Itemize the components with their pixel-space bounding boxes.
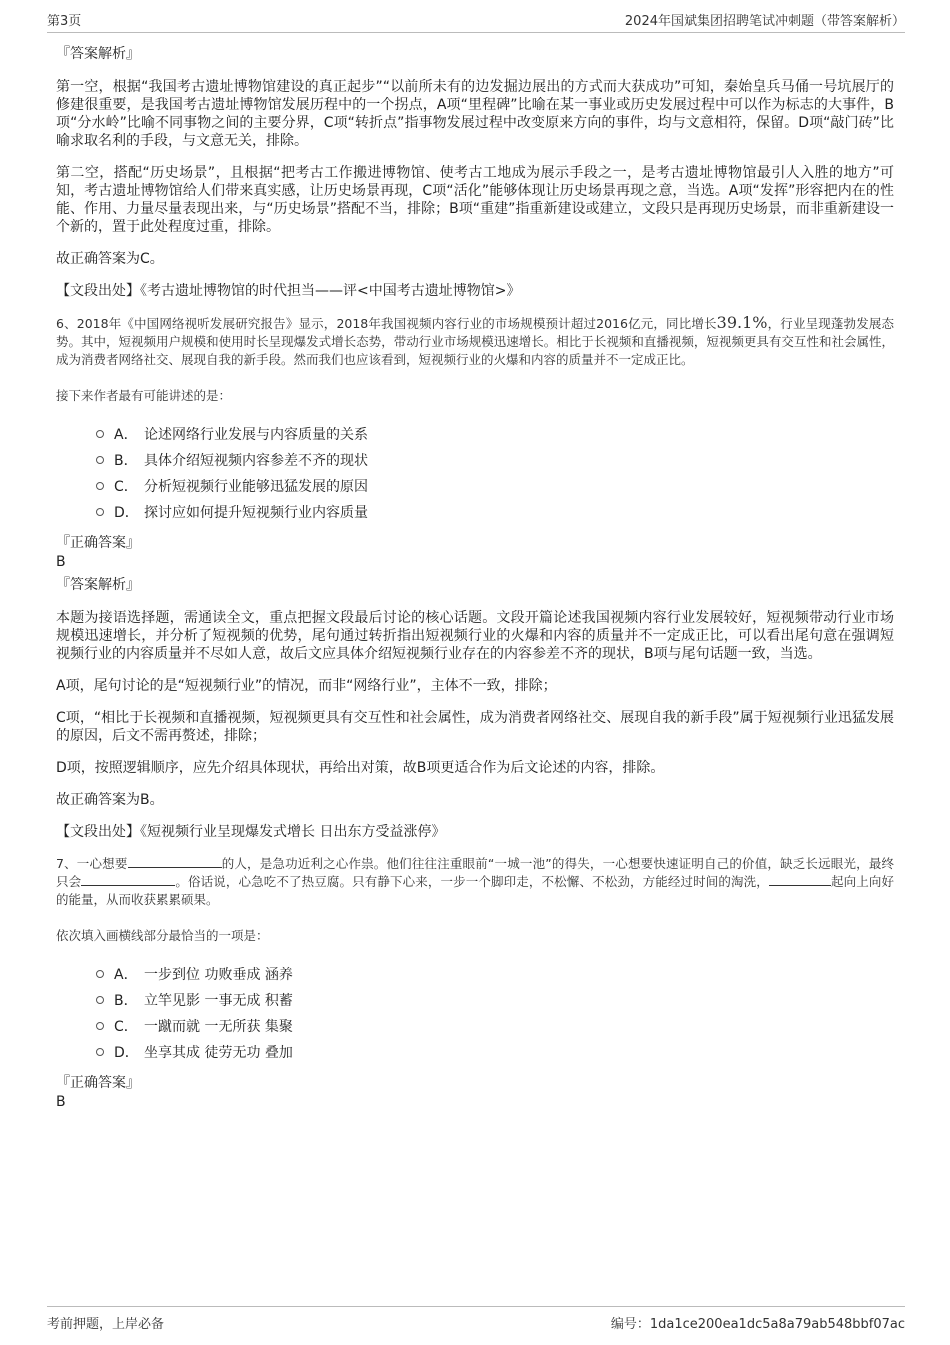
option-list [96, 421, 894, 525]
radio-icon[interactable] [96, 430, 104, 438]
option-b[interactable]: B． 立竿见影 一事无成 积蓄 [96, 987, 894, 1013]
correct-answer: B [56, 1094, 66, 1110]
analysis-paragraph: A项，尾句讨论的是“短视频行业”的情况，而非“网络行业”，主体不一致，排除； [56, 678, 557, 694]
question-text: ，行业呈现蓬勃发展态势。其中，短视频用户规模和使用时长呈现爆发式增长态势，带动行业市场规模迅速增长。相比于长视频和直播视频，短视频更具有交互性和社会属性，成为消费者网络社交、展现自我的新手段。然而我们也应该看到，短视频行业的火爆和内容的质量并不一定成正比。 [56, 316, 894, 367]
analysis-paragraph: 第二空，搭配“历史场景”，且根据“把考古工作搬进博物馆、使考古工地成为展示手段之一，是考古遗址博物馆最引人入胜的地方”可知，考古遗址博物馆给人们带来真实感，让历史场景再现，C项“活化”能够体现让历史场景再现之意，当选。A项“发挥”形容把内在的性能、作用、力量尽量表现出来，与“历史场景”搭配不当，排除；B项“重建”指重新建设或建立，文段只是再现历史场景，而非重新建设一个新的，置于此处程度过重，排除。 [56, 165, 894, 235]
document-title: 2024年国斌集团招聘笔试冲刺题（带答案解析） [624, 14, 905, 29]
document-id: 编号：1da1ce200ea1dc5a8a79ab548bbf07ac [610, 1317, 905, 1332]
growth-percent: 39.1% [716, 313, 768, 332]
option-a[interactable]: A． 论述网络行业发展与内容质量的关系 [96, 421, 894, 447]
source-text: 《考古遗址博物馆的时代担当——评<中国考古遗址博物馆>》 [140, 283, 521, 299]
page-number: 第3页 [47, 14, 82, 29]
source-text: 《短视频行业呈现爆发式增长 日出东方受益涨停》 [140, 824, 446, 840]
radio-icon[interactable] [96, 1048, 104, 1056]
answer-tag: 『正确答案』 [56, 1075, 140, 1091]
answer-tag: 『正确答案』 [56, 535, 140, 551]
radio-icon[interactable] [96, 996, 104, 1004]
option-a[interactable]: A． 一步到位 功败垂成 涵养 [96, 961, 894, 987]
conclusion: 故正确答案为C。 [56, 251, 164, 267]
question-prompt: 接下来作者最有可能讲述的是： [56, 388, 232, 403]
page-footer [47, 1306, 905, 1332]
question-text: 6、2018年《中国网络视听发展研究报告》显示，2018年我国视频内容行业的市场规模预计超过2016亿元，同比增长 [56, 316, 717, 331]
option-d[interactable]: D． 坐享其成 徒劳无功 叠加 [96, 1039, 894, 1065]
source-line [56, 282, 894, 300]
source-label: 【文段出处】 [56, 824, 140, 840]
analysis-tag: 『答案解析』 [56, 46, 140, 62]
source-line [56, 823, 894, 841]
analysis-paragraph: C项，“相比于长视频和直播视频，短视频更具有交互性和社会属性，成为消费者网络社交、展现自我的新手段”属于短视频行业迅猛发展的原因，后文不需再赘述，排除； [56, 710, 894, 744]
page-content [56, 44, 894, 1115]
footer-slogan: 考前押题，上岸必备 [47, 1317, 165, 1332]
fill-blank-2 [81, 873, 175, 886]
fill-blank-1 [128, 855, 222, 868]
option-c[interactable]: C． 分析短视频行业能够迅猛发展的原因 [96, 473, 894, 499]
radio-icon[interactable] [96, 482, 104, 490]
option-d[interactable]: D． 探讨应如何提升短视频行业内容质量 [96, 499, 894, 525]
radio-icon[interactable] [96, 456, 104, 464]
analysis-paragraph: 本题为接语选择题，需通读全文，重点把握文段最后讨论的核心话题。文段开篇论述我国视频内容行业发展较好，短视频带动行业市场规模迅速增长，并分析了短视频的优势，尾句通过转折指出短视频行业的火爆和内容的质量并不一定成正比，可以看出尾句意在强调短视频行业的内容质量并不尽如人意，故后文应具体介绍短视频行业存在的内容参差不齐的现状，B项与尾句话题一致，当选。 [56, 610, 894, 662]
analysis-paragraph: 第一空，根据“我国考古遗址博物馆建设的真正起步”“以前所未有的边发掘边展出的方式而大获成功”可知，秦始皇兵马俑一号坑展厅的修建很重要，是我国考古遗址博物馆发展历程中的一个拐点，A项“里程碑”比喻在某一事业或历史发展过程中可以作为标志的大事件，B项“分水岭”比喻不同事物之间的主要分界，C项“转折点”指事物发展过程中改变原来方向的事件，均与文意相符，保留。D项“敲门砖”比喻求取名利的手段，与文意无关，排除。 [56, 79, 894, 149]
question-7-text: 7、一心想要 的人，是急功近利之心作祟。他们往往注重眼前“一城一池”的得失，一心想要快速证明自己的价值，缺乏长远眼光，最终只会 。俗话说，心急吃不了热豆腐。只有静下心来，一步一个脚印走，不松懈、不松劲，方能经过时间的淘洗， 起向上向好的能量，从而收获累累硕果。 [56, 856, 894, 907]
option-b[interactable]: B． 具体介绍短视频内容参差不齐的现状 [96, 447, 894, 473]
radio-icon[interactable] [96, 1022, 104, 1030]
source-label: 【文段出处】 [56, 283, 140, 299]
radio-icon[interactable] [96, 970, 104, 978]
option-list [96, 961, 894, 1065]
conclusion: 故正确答案为B。 [56, 792, 164, 808]
correct-answer: B [56, 554, 66, 570]
analysis-paragraph: D项，按照逻辑顺序，应先介绍具体现状，再给出对策，故B项更适合作为后文论述的内容，排除。 [56, 760, 665, 776]
fill-blank-3 [769, 873, 831, 886]
analysis-tag: 『答案解析』 [56, 577, 140, 593]
option-c[interactable]: C． 一蹴而就 一无所获 集聚 [96, 1013, 894, 1039]
question-prompt: 依次填入画横线部分最恰当的一项是： [56, 928, 269, 943]
question-6-text [56, 314, 894, 369]
radio-icon[interactable] [96, 508, 104, 516]
page-header [47, 10, 905, 33]
